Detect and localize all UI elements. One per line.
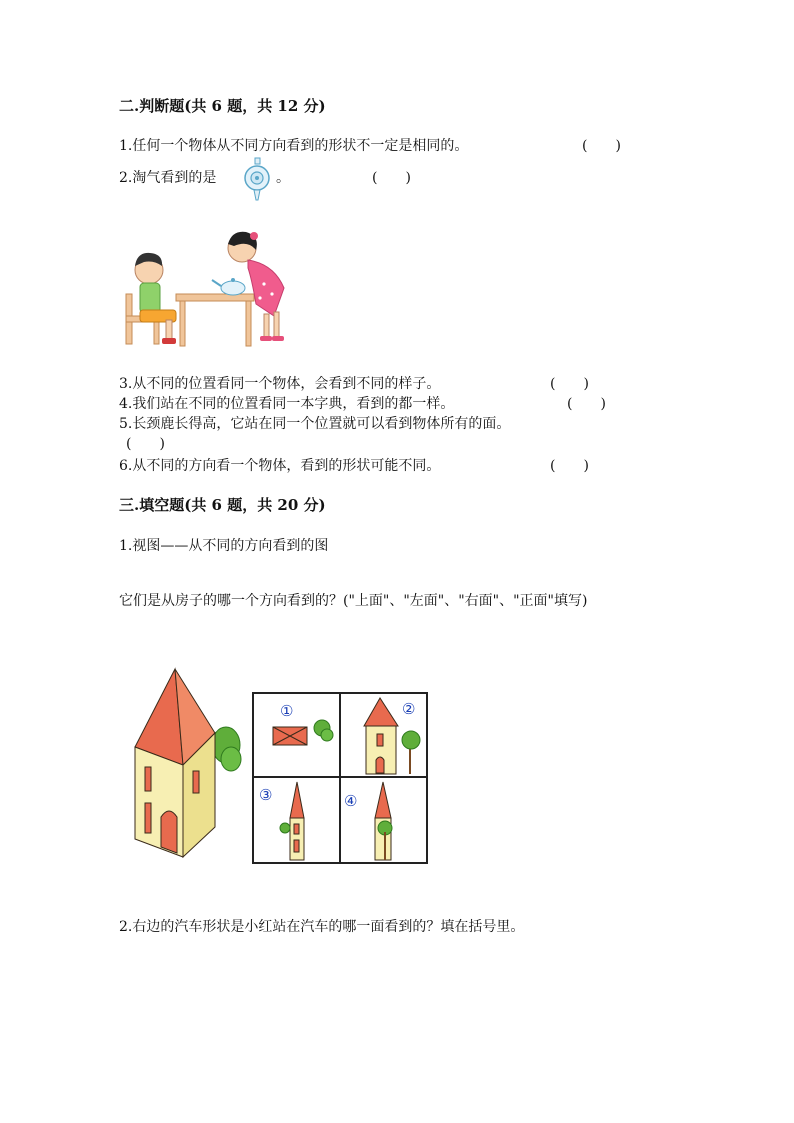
question-4-text: 4.我们站在不同的位置看同一本字典，看到的都一样。 (119, 396, 455, 412)
fill-question-2-text: 2.右边的汽车形状是小红站在汽车的哪一面看到的？填在括号里。 (119, 919, 525, 935)
question-3-text: 3.从不同的位置看同一个物体，会看到不同的样子。 (119, 376, 441, 392)
house-illustration (131, 667, 241, 862)
question-6-text: 6.从不同的方向看一个物体，看到的形状可能不同。 (119, 458, 441, 474)
question-1-text: 1.任何一个物体从不同方向看到的形状不一定是相同的。 (119, 138, 469, 154)
fill-question-1-prompt: 它们是从房子的哪一个方向看到的？("上面"、"左面"、"右面"、"正面"填写) (119, 593, 588, 609)
answer-paren-3[interactable]: ( ) (550, 376, 589, 392)
fill-question-1-text: 1.视图——从不同的方向看到的图 (119, 538, 329, 554)
children-table-illustration (124, 228, 299, 353)
grid-label-4: ④ (344, 792, 358, 810)
question-2-text: 2.淘气看到的是 (119, 170, 217, 186)
answer-paren-4[interactable]: ( ) (567, 396, 606, 412)
section3-heading: 三.填空题(共 6 题，共 20 分) (119, 496, 326, 514)
grid-label-1: ① (280, 702, 294, 720)
answer-paren-1[interactable]: ( ) (582, 138, 621, 154)
grid-label-3: ③ (259, 786, 273, 804)
answer-paren-6[interactable]: ( ) (550, 458, 589, 474)
question-5-text: 5.长颈鹿长得高，它站在同一个位置就可以看到物体所有的面。 (119, 416, 511, 432)
teapot-top-view-icon (243, 158, 271, 202)
grid-label-2: ② (402, 700, 416, 718)
section2-heading: 二.判断题(共 6 题，共 12 分) (119, 97, 326, 115)
answer-paren-2[interactable]: ( ) (372, 170, 411, 186)
answer-paren-5[interactable]: ( ) (126, 436, 165, 452)
question-2-period: 。 (276, 170, 290, 186)
